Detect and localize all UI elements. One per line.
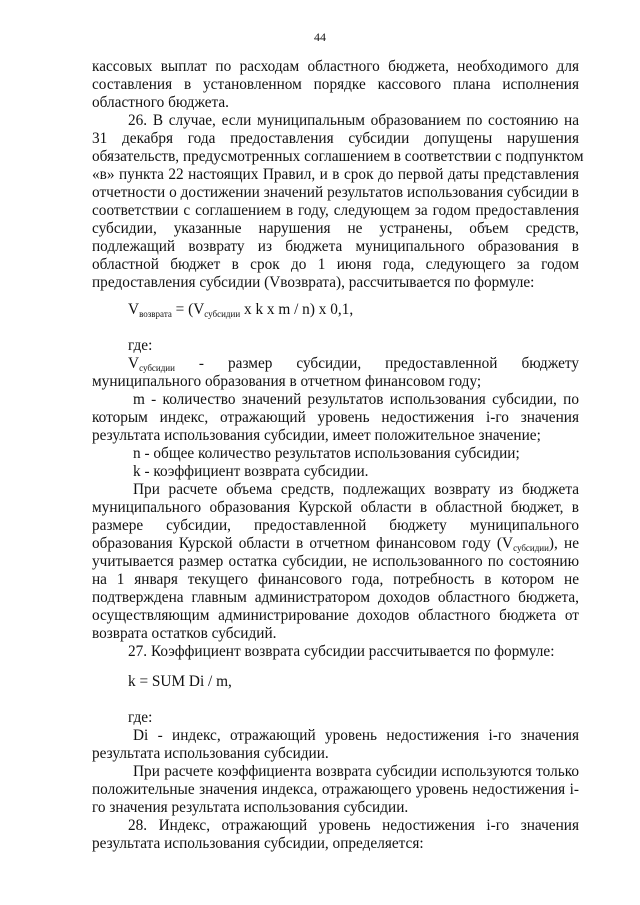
text-line: 31 декабря года предоставления субсидии допущены нарушения xyxy=(92,130,579,147)
text-line: муниципального образования Курской области в областной бюджет, в xyxy=(92,499,579,516)
text-line: возврата остатков субсидий. xyxy=(92,625,277,642)
def-n: n - общее количество результатов использования субсидии; xyxy=(133,445,520,462)
formula-v: V xyxy=(128,301,140,318)
text-line: результата использования субсидии. xyxy=(92,745,329,762)
text-line: учитывается размер остатка субсидии, не использованного по состоянию xyxy=(92,553,579,570)
paragraph-coef-start: При расчете коэффициента возврата субсидии используются только xyxy=(133,763,579,780)
text-line: положительные значения индекса, отражающего уровень недостижения i- xyxy=(92,781,579,798)
paragraph-calc-start: При расчете объема средств, подлежащих возврату из бюджета xyxy=(133,481,579,498)
text-line: кассовых выплат по расходам областного бюджета, необходимого для xyxy=(92,58,579,75)
text-line: областного бюджета. xyxy=(92,94,230,111)
paragraph-28: 28. Индекс, отражающий уровень недостижения i-го значения xyxy=(128,817,579,834)
text-line: обязательств, предусмотренных соглашением в соответствии с подпунктом xyxy=(92,148,584,165)
def-m: m - количество значений результатов использования субсидии, по xyxy=(133,391,579,408)
text-line: областной бюджет в срок до 1 июня года, следующего за годом xyxy=(92,256,579,273)
formula-sub-subsidy: субсидии xyxy=(204,309,241,319)
text-line: которым индекс, отражающий уровень недостижения i-го значения xyxy=(92,409,579,426)
formula-equals: = (V xyxy=(171,301,205,318)
text-line: отчетности о достижении значений результатов использования субсидии в xyxy=(92,184,579,201)
formula-rest: x k x m / n) x 0,1, xyxy=(240,301,354,318)
formula-k: k = SUM Di / m, xyxy=(128,673,232,690)
text-line: соответствии с соглашением в году, следующем за годом предоставления xyxy=(92,202,579,219)
text-line: результата использования субсидии, определяется: xyxy=(92,835,424,852)
formula-v-return xyxy=(128,301,579,319)
text-line: составления в установленном порядке кассового плана исполнения xyxy=(92,76,579,93)
text-line: размере субсидии, предоставленной бюджету муниципального xyxy=(92,517,579,534)
def-k: k - коэффициент возврата субсидии. xyxy=(133,463,369,480)
text-line: «в» пункта 22 настоящих Правил, и в срок до первой даты представления xyxy=(92,166,579,183)
text-line: субсидии, указанные нарушения не устранены, объем средств, xyxy=(92,220,579,237)
def-v-subsidy: $V_{субсидии}$ - размер субсидии, предоставленной бюджету xyxy=(128,355,579,373)
text-line: осуществляющим администрирование доходов областного бюджета от xyxy=(92,607,579,624)
text-line: на 1 января текущего финансового года, потребность в котором не xyxy=(92,571,579,588)
text-line: результата использования субсидии, имеет положительное значение; xyxy=(92,427,541,444)
text-line: образования Курской области в отчетном финансовом году $(V_{субсидии})$, не xyxy=(92,535,580,553)
text-line: го значения результата использования субсидии. xyxy=(92,799,409,816)
text-line: предоставления субсидии (Vвозврата), рассчитывается по формуле: xyxy=(92,274,535,291)
formula-sub-return: возврата xyxy=(139,309,172,319)
page-number: 44 xyxy=(314,30,326,44)
def-di: Di - индекс, отражающий уровень недостижения i-го значения xyxy=(133,727,579,744)
paragraph-27: 27. Коэффициент возврата субсидии рассчитывается по формуле: xyxy=(128,643,555,660)
text-line: подлежащий возврату из бюджета муниципального образования в xyxy=(92,238,579,255)
where-label: где: xyxy=(128,709,153,726)
text-line: подтверждена главным администратором доходов областного бюджета, xyxy=(92,589,579,606)
where-label: где: xyxy=(128,337,153,354)
text-line: муниципального образования в отчетном финансовом году; xyxy=(92,373,482,390)
paragraph-26-start: 26. В случае, если муниципальным образованием по состоянию на xyxy=(128,112,579,129)
